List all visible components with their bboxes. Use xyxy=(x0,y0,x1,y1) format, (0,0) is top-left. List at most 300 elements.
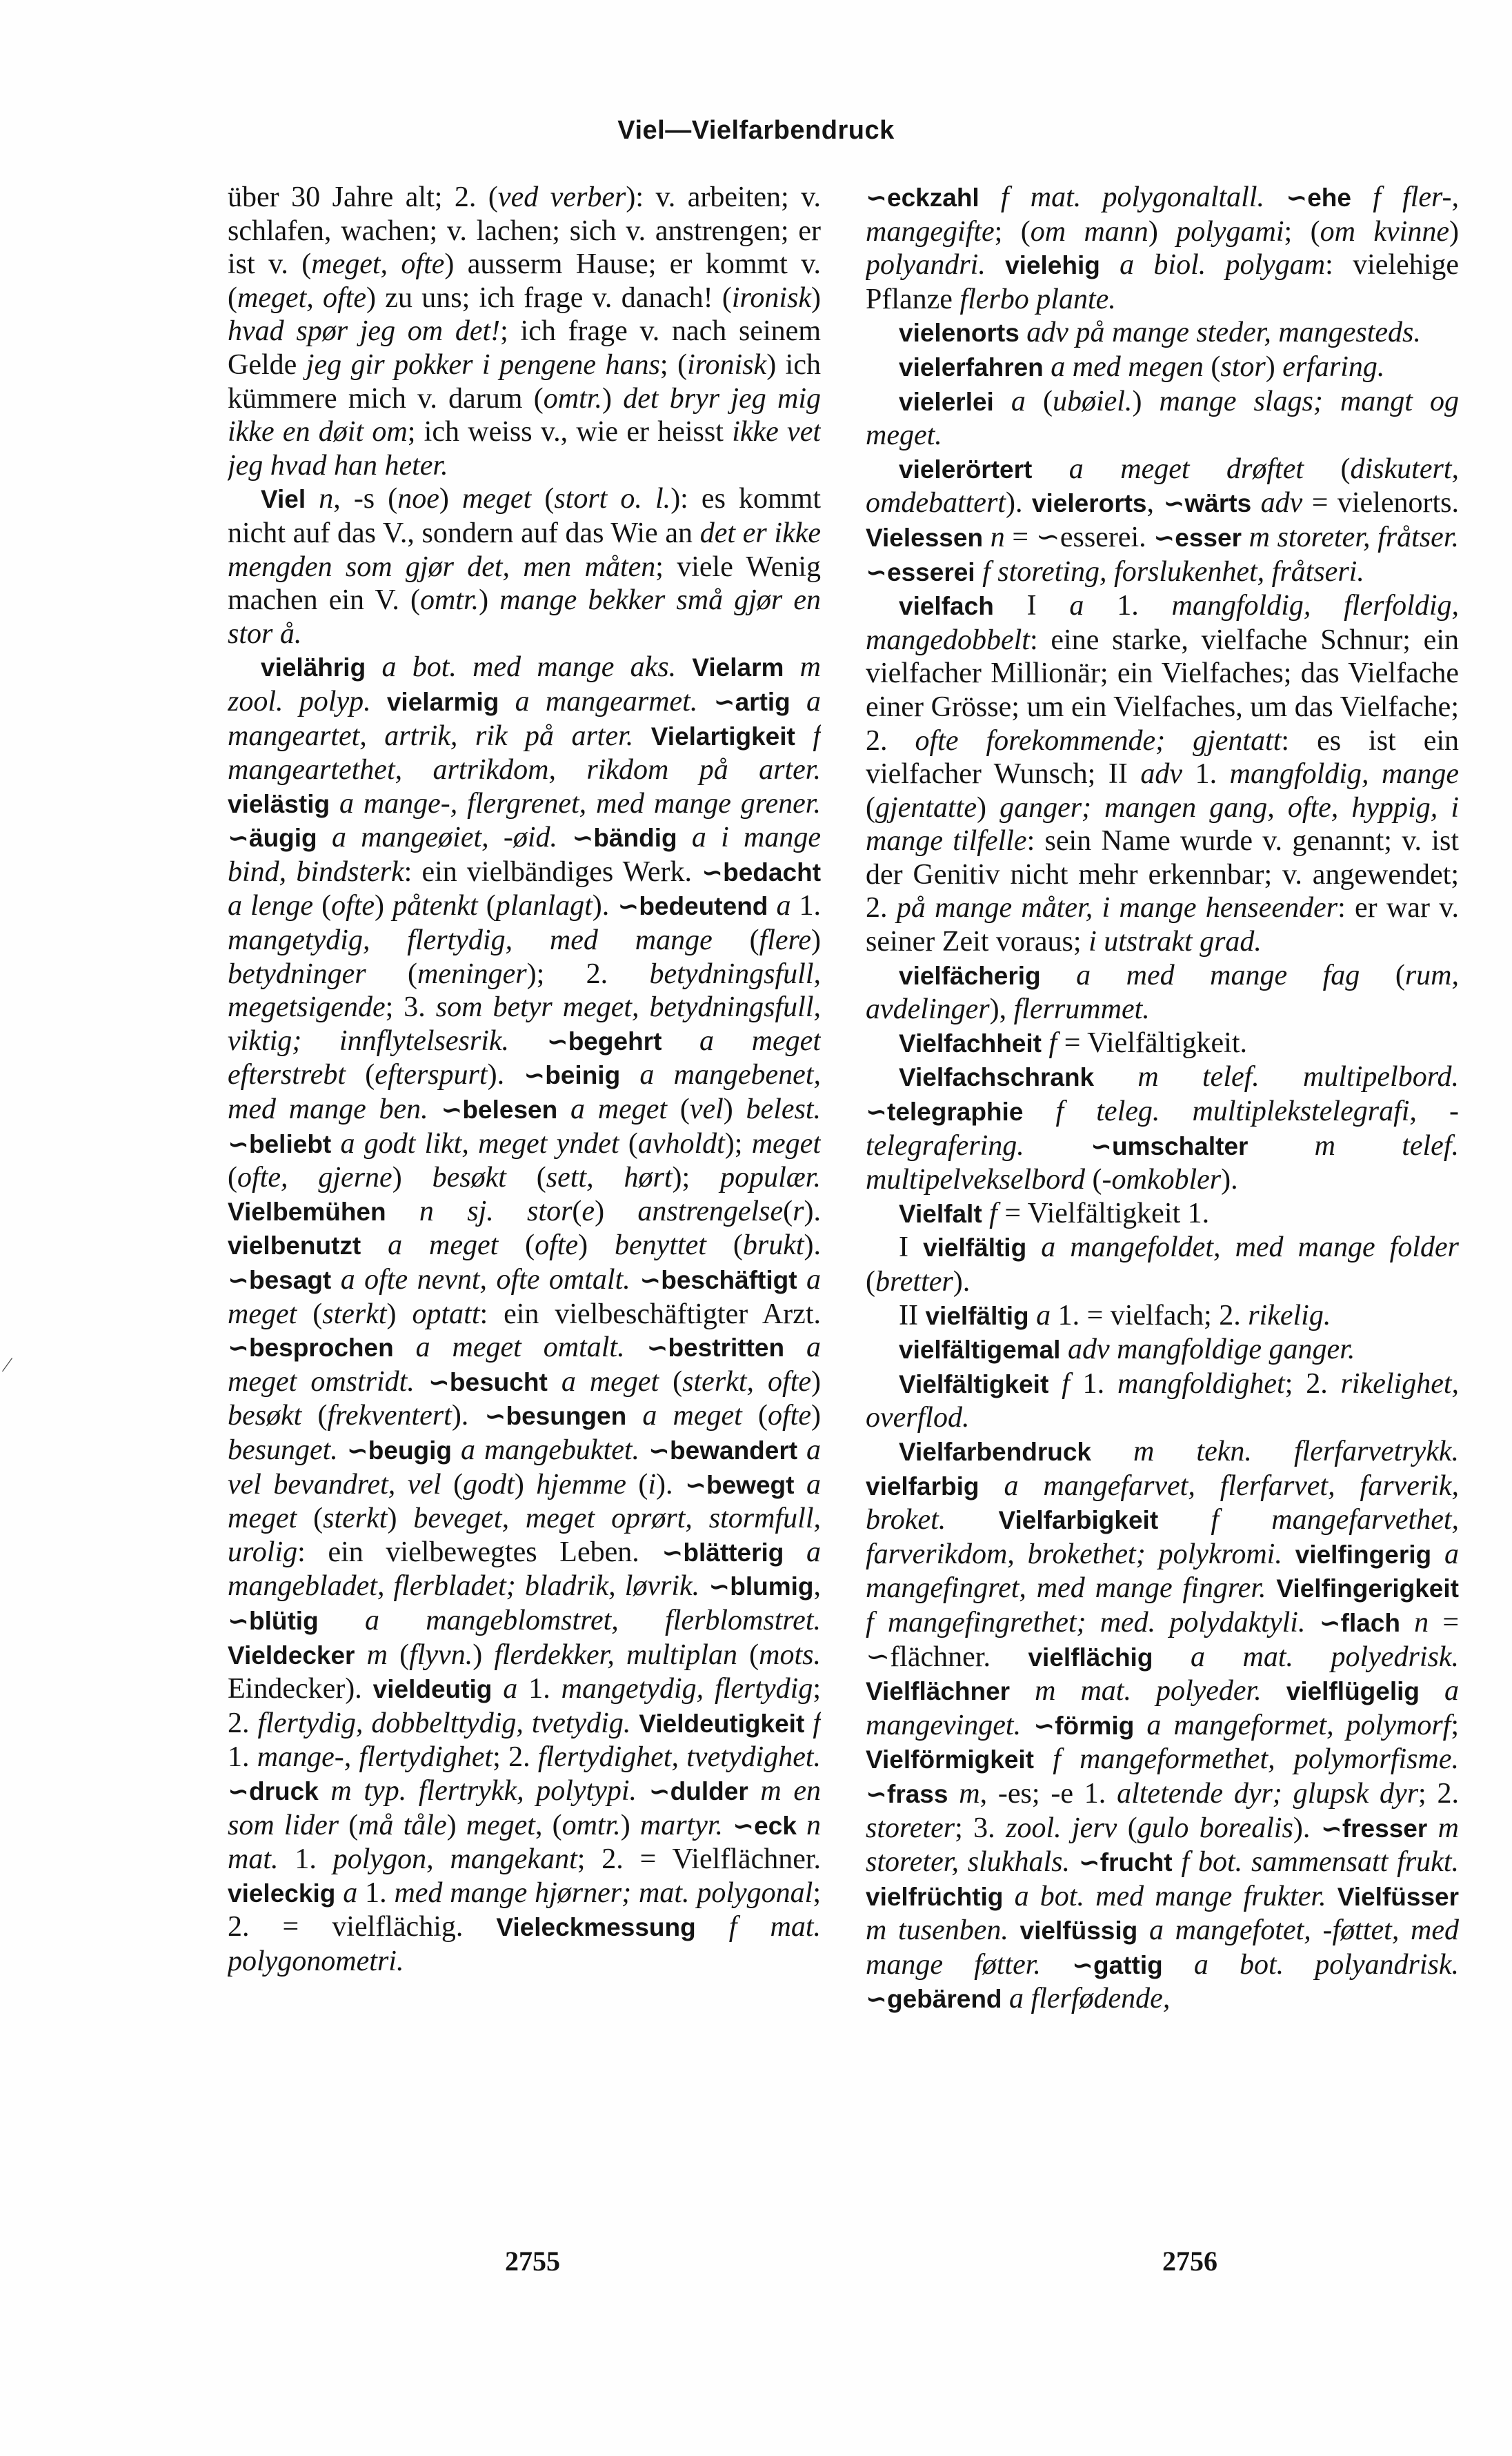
dictionary-entry xyxy=(866,1435,1459,2017)
entry-text xyxy=(784,1331,806,1363)
entry-text: ; 2. = vielflächig. xyxy=(228,1876,821,1943)
translation-text: ikke vet jeg hvad han heter. xyxy=(228,416,821,482)
entry-text: ; ich weiss v., wie er heisst xyxy=(407,416,733,448)
headword: vielenorts xyxy=(899,319,1019,348)
entry-text xyxy=(1070,1846,1079,1878)
entry-text xyxy=(1002,1983,1010,2014)
translation-text: beveget, meget oprørt, stormfull, urolig xyxy=(228,1503,821,1568)
entry-text: ; ( xyxy=(994,215,1031,248)
headword: vielfältig xyxy=(923,1234,1027,1262)
translation-text: a xyxy=(1011,385,1026,417)
entry-text: ): es kommt nicht auf das V., sondern auf das Wie an xyxy=(228,483,821,549)
translation-text: a bot. med mange aks. xyxy=(381,651,677,684)
headword: Vielartigkeit xyxy=(650,722,795,751)
entry-text xyxy=(662,1025,699,1057)
translation-text: mangfoldig, flerfoldig, mangedobbelt xyxy=(866,590,1459,656)
translation-text: omtr. xyxy=(561,1809,621,1841)
entry-text: ; 2. xyxy=(1284,1367,1341,1400)
headword: vielfingerig xyxy=(1295,1540,1432,1569)
translation-text: adv på mange steder, mangesteds. xyxy=(1026,317,1421,349)
translation-text: a meget xyxy=(388,1229,499,1262)
entry-text xyxy=(557,822,572,853)
translation-text: ved verber xyxy=(497,181,626,213)
entry-text xyxy=(677,822,692,853)
entry-text xyxy=(1091,1436,1133,1467)
entry-text xyxy=(784,651,799,683)
translation-text: a mat. polyedrisk. xyxy=(1190,1641,1459,1673)
translation-text: besøkt xyxy=(432,1162,506,1194)
entry-text xyxy=(428,1093,441,1125)
entry-text: ) xyxy=(1148,215,1177,248)
translation-text: mangetydig, flertydig xyxy=(561,1673,813,1705)
entry-text: ( xyxy=(1203,350,1221,383)
translation-text: hvad spør jeg om det! xyxy=(228,315,501,348)
translation-text: ofte, gjerne xyxy=(237,1162,392,1194)
entry-text: ( xyxy=(498,1229,535,1262)
translation-text: a med megen xyxy=(1051,350,1204,383)
headword: ∽beinig xyxy=(524,1061,621,1090)
entry-text: ). xyxy=(1293,1812,1321,1844)
entry-text: ( xyxy=(737,1638,759,1671)
entry-text: ) zu uns; ich frage v. danach! ( xyxy=(366,281,732,314)
translation-text: ofte xyxy=(331,890,375,922)
headword: vielfach xyxy=(899,592,994,621)
entry-text xyxy=(979,1470,1004,1502)
translation-text: a bot. polyandrisk. xyxy=(1193,1948,1459,1981)
translation-text: a lenge xyxy=(228,890,314,922)
entry-text xyxy=(548,1366,561,1398)
entry-text: ) ich kümmere mich v. darum ( xyxy=(228,348,821,415)
dictionary-entry xyxy=(866,959,1459,1027)
translation-text: gjentatte xyxy=(875,791,977,824)
entry-text xyxy=(1173,1846,1182,1878)
translation-text: anstrengelse xyxy=(637,1195,784,1227)
translation-text: f mangefarvethet, farverikdom, brokethet; polykromi. xyxy=(866,1504,1459,1570)
entry-text xyxy=(1032,453,1068,485)
translation-text: omtr. xyxy=(543,382,602,415)
translation-text: noe xyxy=(397,483,439,515)
translation-text: m mat. polyeder. xyxy=(1035,1675,1262,1707)
entry-text xyxy=(723,1810,733,1841)
entry-text: : eine starke, vielfache Schnur; ein vielfacher Millionär; ein Vielfaches; das Vielfache einer Grösse; um ein Vielfaches, um das Vielfache; 2. xyxy=(866,624,1459,757)
entry-text: ): v. arbeiten; v. schlafen, wachen; v. lachen; sich v. anstrengen; er ist v. ( xyxy=(228,181,821,281)
entry-text xyxy=(1026,1231,1041,1263)
translation-text: vel xyxy=(689,1093,724,1126)
entry-text: ), xyxy=(989,993,1014,1026)
headword: ∽beugig xyxy=(346,1436,452,1465)
entry-text xyxy=(768,890,776,922)
translation-text: sterkt xyxy=(322,1298,387,1330)
headword: ∽druck xyxy=(228,1776,319,1805)
translation-text: a mangefotet, -føttet, med mange føtter. xyxy=(866,1914,1459,1981)
headword: ∽belesen xyxy=(441,1096,558,1125)
entry-text: ( xyxy=(712,924,759,957)
entry-text: : sein Name wurde v. genannt; v. ist der Genitiv nicht mehr erkennbar; v. angewendet; 2. xyxy=(866,825,1459,924)
translation-text: ganger; mangen gang, ofte, hyppig, i mange tilfelle xyxy=(866,791,1459,858)
translation-text: a meget xyxy=(228,1468,821,1535)
translation-text: diskutert, omdebattert xyxy=(866,453,1459,519)
entry-text xyxy=(331,1128,340,1160)
translation-text: a xyxy=(1069,590,1084,622)
dictionary-entry xyxy=(866,1060,1459,1196)
entry-text: 1. xyxy=(517,1673,561,1705)
translation-text: flyvn. xyxy=(409,1638,473,1671)
entry-text: ) xyxy=(446,1809,466,1841)
entry-text xyxy=(1251,487,1260,519)
translation-text: besunget. xyxy=(228,1434,338,1466)
entry-text xyxy=(499,686,515,717)
entry-text: ). xyxy=(1221,1164,1238,1196)
entry-text: ). xyxy=(487,1059,524,1091)
dictionary-entry xyxy=(866,1027,1459,1061)
headword: Vielfarbigkeit xyxy=(998,1506,1159,1535)
entry-text: = Vielfältigkeit 1. xyxy=(997,1197,1210,1229)
translation-text: a xyxy=(343,1876,358,1909)
headword: vielflügelig xyxy=(1286,1677,1420,1706)
translation-text: a xyxy=(776,890,791,922)
translation-text: storeter xyxy=(866,1812,955,1844)
entry-text xyxy=(1134,1710,1146,1741)
translation-text: m xyxy=(366,1638,388,1671)
entry-text: ; ( xyxy=(659,348,688,381)
translation-text: a flerfødende, xyxy=(1009,1983,1171,2015)
entry-text: 1. xyxy=(228,1741,257,1774)
translation-text: m xyxy=(959,1777,980,1810)
translation-text: m tusenben. xyxy=(866,1914,1008,1947)
entry-text xyxy=(633,720,650,752)
entry-text: : ein vielbeschäftigter Arzt. xyxy=(479,1298,821,1330)
entry-text xyxy=(1351,181,1373,213)
entry-text: : vielehige Pflanze xyxy=(866,249,1459,315)
entry-text: II xyxy=(899,1299,926,1331)
headword: ∽besungen xyxy=(484,1402,627,1431)
left-column xyxy=(228,181,821,2209)
entry-text: 1. xyxy=(357,1876,395,1909)
headword: Vieleckmessung xyxy=(496,1913,696,1942)
entry-text: ) xyxy=(811,281,821,314)
entry-text: ( xyxy=(626,1468,648,1501)
entry-text xyxy=(630,1264,639,1296)
translation-text: m telef. multipelvekselbord xyxy=(866,1129,1459,1196)
entry-text: ; 2. xyxy=(228,1673,821,1739)
entry-text xyxy=(639,1434,648,1466)
headword: ∽umschalter xyxy=(1091,1131,1249,1160)
translation-text: meget xyxy=(751,1127,821,1160)
translation-text: med mange hjørner; mat. polygonal xyxy=(394,1876,813,1909)
headword: ∽bestritten xyxy=(646,1334,785,1363)
translation-text: rum, avdelinger xyxy=(866,959,1459,1026)
entry-text: ( xyxy=(297,1503,324,1535)
entry-text xyxy=(1021,1710,1033,1741)
entry-text: ); xyxy=(672,1162,721,1194)
right-column xyxy=(866,181,1459,2209)
headword: vielfrüchtig xyxy=(866,1882,1004,1911)
translation-text: m storeter, fråtser. xyxy=(1249,521,1459,553)
dictionary-entry xyxy=(866,1333,1459,1367)
entry-text: ; 3. xyxy=(955,1812,1006,1844)
translation-text: f storeting, forslukenhet, fråtseri. xyxy=(982,555,1364,588)
translation-text: a mangeblomstret, flerblomstret. xyxy=(364,1604,821,1636)
page-number-left: 2755 xyxy=(505,2246,560,2277)
translation-text: f teleg. multiplekstelegrafi, -telegrafering. xyxy=(866,1096,1459,1162)
entry-text xyxy=(415,1366,428,1398)
entry-text: ). xyxy=(804,1229,821,1262)
entry-text xyxy=(1100,249,1120,281)
headword: Vielfachheit xyxy=(899,1029,1042,1058)
entry-text xyxy=(1041,1949,1072,1981)
headword: vielerörtert xyxy=(899,455,1033,484)
translation-text: a mangebuktet. xyxy=(461,1434,640,1466)
headword: vielährig xyxy=(261,653,366,682)
headword: ∽besagt xyxy=(228,1266,332,1294)
entry-text: ) xyxy=(479,584,500,617)
entry-text: ( xyxy=(1360,959,1405,991)
entry-text: ) xyxy=(386,1298,412,1330)
headword: ∽besucht xyxy=(428,1367,548,1396)
entry-text: I xyxy=(993,590,1070,622)
entry-text xyxy=(1420,1675,1444,1707)
translation-text: a mangefarvet, flerfarvet, farverik, broket. xyxy=(866,1469,1459,1536)
entry-text xyxy=(790,686,806,717)
entry-text: ); xyxy=(724,1127,752,1160)
translation-text: mange-, flertydighet xyxy=(257,1741,493,1774)
entry-text xyxy=(948,1778,959,1810)
translation-text: a mangevinget. xyxy=(866,1675,1459,1741)
entry-text: = vielenorts. xyxy=(1302,487,1459,519)
headword: ∽begehrt xyxy=(546,1027,662,1056)
entry-text: ) xyxy=(723,1093,746,1126)
headword: Vieldeutigkeit xyxy=(639,1709,805,1738)
translation-text: mangfoldig, mange xyxy=(1229,758,1459,791)
translation-text: f xyxy=(1048,1027,1057,1059)
entry-text: ). xyxy=(656,1468,685,1501)
headword: ∽beschäftigt xyxy=(639,1266,797,1294)
dictionary-entry xyxy=(866,1299,1459,1334)
translation-text: a meget drøftet xyxy=(1068,453,1304,485)
headword: ∽besprochen xyxy=(228,1334,394,1363)
entry-text xyxy=(355,1639,366,1671)
translation-text: n xyxy=(319,483,334,515)
dictionary-entry xyxy=(866,181,1459,316)
entry-text xyxy=(1158,1504,1211,1536)
headword: ∽dulder xyxy=(648,1776,748,1805)
translation-text: f bot. sammensatt frukt. xyxy=(1181,1846,1459,1879)
entry-text: = ∽esserei. xyxy=(1004,521,1154,553)
entry-text: , -s ( xyxy=(333,483,398,515)
translation-text: flerbo plante. xyxy=(959,283,1116,315)
entry-text xyxy=(1326,1881,1337,1912)
entry-text: ) xyxy=(976,791,1000,824)
entry-text xyxy=(797,1434,806,1466)
headword: ∽blütig xyxy=(228,1606,319,1635)
entry-text xyxy=(994,386,1011,417)
dictionary-entry xyxy=(866,385,1459,453)
entry-text xyxy=(1137,1914,1149,1946)
entry-text: ; 2. xyxy=(1418,1777,1459,1810)
headword: ∽esser xyxy=(1153,523,1242,552)
headword: ∽esserei xyxy=(866,557,975,586)
translation-text: ubøiel. xyxy=(1052,385,1133,417)
entry-text xyxy=(979,181,1001,213)
entry-text: ( xyxy=(441,1468,464,1501)
translation-text: a mangeartet, artrik, rik på arter. xyxy=(228,685,821,752)
entry-text: Eindecker). xyxy=(228,1673,373,1705)
translation-text: n xyxy=(990,521,1005,553)
translation-text: stort o. l. xyxy=(554,483,671,515)
entry-text xyxy=(1400,1607,1414,1638)
entry-text xyxy=(317,822,332,853)
entry-text xyxy=(1042,1027,1049,1059)
entry-text xyxy=(386,1196,419,1227)
entry-text: ( xyxy=(387,1638,410,1671)
headword: vielfältig xyxy=(925,1301,1029,1330)
translation-text: bretter xyxy=(875,1266,953,1298)
headword: ∽gattig xyxy=(1072,1950,1163,1979)
entry-text xyxy=(1034,1743,1053,1775)
headword: ∽fresser xyxy=(1320,1814,1428,1843)
entry-text xyxy=(637,1775,649,1807)
translation-text: brukt xyxy=(742,1229,804,1262)
translation-text: flere xyxy=(759,924,811,957)
entry-text: , xyxy=(1146,487,1164,519)
translation-text: meget xyxy=(466,1809,535,1841)
translation-text: a meget omstridt. xyxy=(228,1331,821,1398)
entry-text: ( xyxy=(301,1400,328,1432)
entry-text xyxy=(1427,1812,1438,1844)
entry-text: ( xyxy=(506,1162,546,1194)
dictionary-entry xyxy=(866,316,1459,350)
entry-text: ( xyxy=(228,1162,237,1194)
headword: Vielfüsser xyxy=(1337,1882,1459,1911)
entry-text: ) xyxy=(811,924,821,957)
entry-text: ) xyxy=(1132,385,1160,417)
entry-text: ) ausserm Hause; er kommt v. ( xyxy=(228,248,821,314)
translation-text: a meget xyxy=(570,1093,668,1126)
translation-text: betydninger xyxy=(228,958,366,990)
translation-text: a mangeformet, polymorf xyxy=(1146,1709,1451,1741)
entry-text: ( xyxy=(477,890,496,922)
entry-text xyxy=(699,1570,708,1602)
entry-text xyxy=(620,1059,639,1091)
entry-text: 1. xyxy=(1069,1367,1118,1400)
translation-text: i xyxy=(648,1468,657,1501)
headword: ∽eck xyxy=(733,1811,797,1840)
headword: Vielfingerigkeit xyxy=(1276,1574,1459,1603)
entry-text xyxy=(1248,1130,1314,1162)
entry-text xyxy=(1029,1300,1037,1331)
translation-text: a mange-, flergrenet, med mange grener. xyxy=(339,787,821,820)
translation-text: m zool. polyp. xyxy=(228,651,821,717)
entry-text xyxy=(1153,1641,1191,1673)
translation-text: meget, ofte xyxy=(311,248,445,281)
headword: Vielarm xyxy=(692,653,784,682)
translation-text: zool. jerv xyxy=(1006,1812,1117,1844)
entry-text: ( xyxy=(297,1298,323,1330)
translation-text: a i mange bind, bindsterk xyxy=(228,822,821,888)
margin-mark: ⁄ xyxy=(6,1354,10,1376)
entry-text: ). xyxy=(804,1195,821,1227)
entry-text: ) xyxy=(514,1468,537,1501)
translation-text: meget, ofte xyxy=(237,281,367,314)
entry-text: 1. xyxy=(278,1843,333,1876)
entry-text: ( xyxy=(339,1809,359,1841)
dictionary-entry xyxy=(866,1367,1459,1435)
entry-text xyxy=(696,1911,729,1943)
entry-text xyxy=(1003,1881,1014,1912)
entry-text: ; xyxy=(1451,1709,1459,1741)
entry-text: ) xyxy=(1265,350,1283,383)
translation-text: a mangearmet. xyxy=(515,685,698,717)
translation-text: polyandri. xyxy=(866,249,986,281)
entry-text: ( xyxy=(366,958,417,990)
entry-text: ). xyxy=(953,1266,971,1298)
headword: ∽flach xyxy=(1319,1608,1400,1637)
translation-text: a biol. polygam xyxy=(1120,249,1326,281)
entry-text xyxy=(794,1469,806,1501)
translation-text: mangfoldighet xyxy=(1117,1367,1285,1400)
entry-text xyxy=(452,1434,461,1466)
translation-text: a med mange fag xyxy=(1076,959,1360,991)
translation-text: benyttet xyxy=(615,1229,706,1262)
entry-text: ) xyxy=(1449,215,1459,248)
translation-text: omtr. xyxy=(419,584,479,617)
entry-text: ( xyxy=(1304,453,1351,485)
headword: ∽frass xyxy=(866,1779,948,1808)
headword: Vielbemühen xyxy=(228,1197,386,1226)
entry-text xyxy=(795,720,813,752)
headword: ∽bedeutend xyxy=(617,892,768,921)
translation-text: -omkobler xyxy=(1102,1164,1222,1196)
translation-text: a mangebladet, flerbladet; bladrik, løvrik. xyxy=(228,1536,821,1603)
entry-text: ; viele Wenig machen ein V. ( xyxy=(228,551,821,617)
entry-text: : er war v. seiner Zeit voraus; xyxy=(866,892,1459,958)
translation-text: m storeter, slukhals. xyxy=(866,1812,1459,1879)
entry-text xyxy=(986,249,1005,281)
entry-text xyxy=(319,1775,331,1807)
entry-text: ) xyxy=(392,1162,432,1194)
headword: vielbenutzt xyxy=(228,1231,361,1260)
entry-text xyxy=(1262,1675,1286,1707)
entry-text xyxy=(797,1810,806,1841)
entry-text xyxy=(1024,1130,1091,1162)
entry-text: ( xyxy=(1025,385,1053,417)
translation-text: a bot. med mange frukter. xyxy=(1014,1880,1326,1912)
entry-text: ) xyxy=(620,1809,640,1841)
entry-text: ) xyxy=(595,1195,638,1227)
entry-text xyxy=(1019,317,1027,348)
translation-text: efterspurt xyxy=(375,1059,488,1091)
headword: Vielfarbendruck xyxy=(899,1437,1091,1466)
headword: ∽blumig xyxy=(708,1572,814,1601)
entry-text: ) xyxy=(387,1503,414,1535)
dictionary-entry xyxy=(228,181,821,482)
entry-text xyxy=(626,1400,642,1432)
headword: Vielflächner xyxy=(866,1677,1011,1706)
translation-text: mangetydig, flertydig, med mange xyxy=(228,924,713,957)
entry-text xyxy=(1305,1607,1319,1638)
entry-text: ) xyxy=(601,382,624,415)
headword: vieldeutig xyxy=(372,1675,493,1704)
translation-text: det bryr jeg mig ikke en døit om xyxy=(228,382,821,448)
translation-text: påtenkt xyxy=(392,890,478,922)
dictionary-entry xyxy=(866,453,1459,589)
translation-text: a xyxy=(503,1673,518,1705)
translation-text: jeg gir pokker i pengene hans xyxy=(306,348,660,381)
translation-text: planlagt xyxy=(495,890,593,922)
entry-text xyxy=(394,1331,416,1363)
entry-text: 1. xyxy=(790,890,821,922)
headword: Vieldecker xyxy=(228,1641,355,1670)
